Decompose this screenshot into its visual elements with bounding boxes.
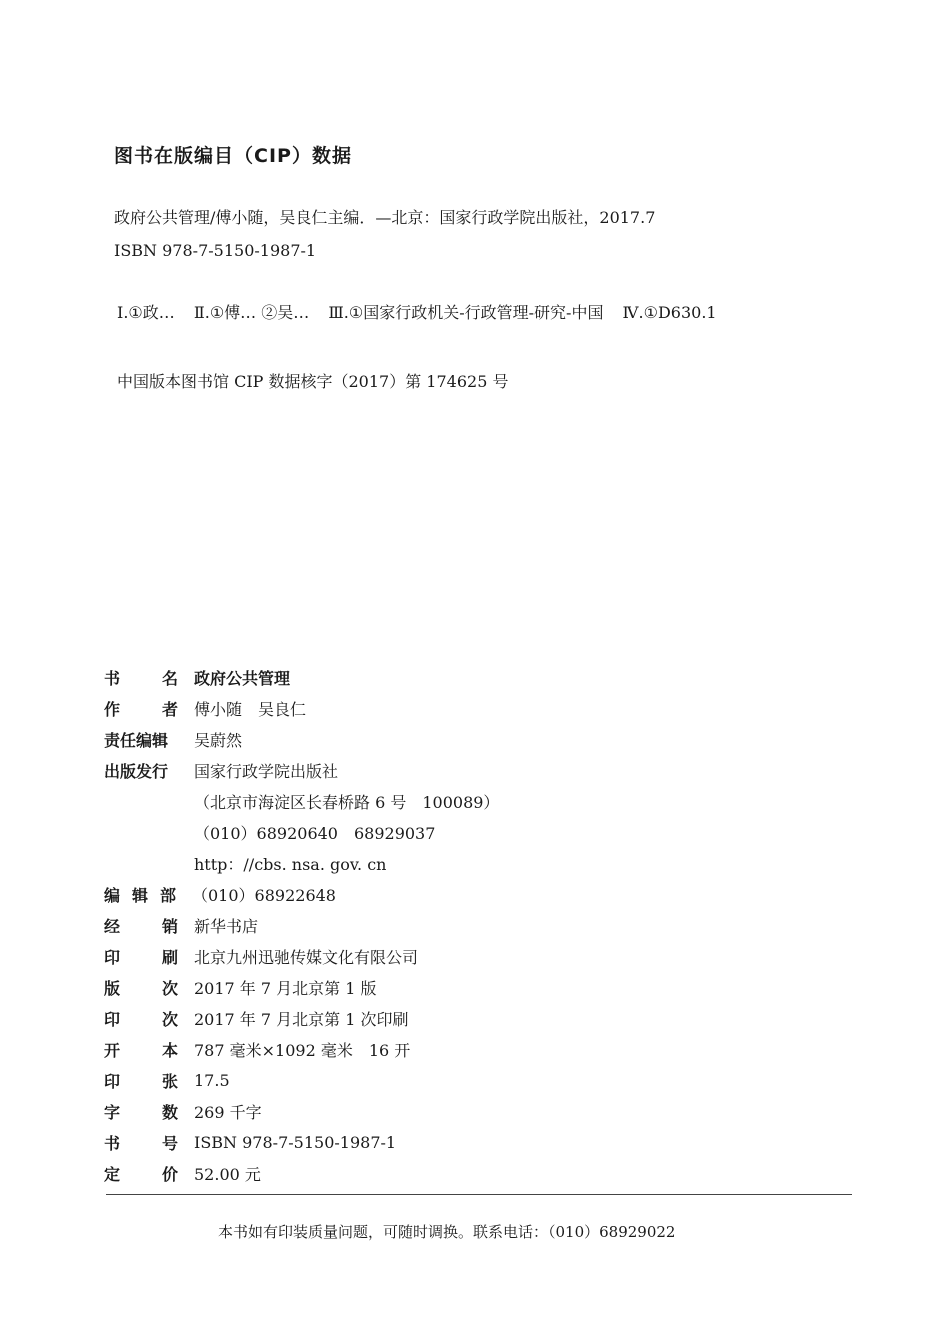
editorial-phone: （010）68922648 (192, 886, 336, 905)
isbn: ISBN 978-7-5150-1987-1 (194, 1133, 397, 1152)
info-label: 定 价 (104, 1165, 178, 1184)
info-row-format (104, 1034, 864, 1065)
info-label: 经 销 (104, 917, 178, 936)
info-row-author (104, 693, 864, 724)
book-title: 政府公共管理 (194, 669, 291, 688)
word-count: 269 千字 (194, 1103, 262, 1122)
info-row-edition (104, 972, 864, 1003)
cip-class-2: Ⅱ.①傅… ②吴… (193, 303, 310, 322)
info-row-printer (104, 941, 864, 972)
distributor: 新华书店 (194, 917, 259, 936)
info-row-editorial (104, 879, 864, 910)
info-row-editor (104, 724, 864, 755)
info-label: 责任编辑 (104, 731, 169, 750)
cip-description: 政府公共管理/傅小随，吴良仁主编．—北京：国家行政学院出版社，2017.7 (114, 208, 656, 227)
printed-sheets: 17.5 (194, 1071, 230, 1090)
info-label: 印 刷 (104, 948, 178, 967)
printer: 北京九州迅驰传媒文化有限公司 (194, 948, 419, 967)
cip-class-4: Ⅳ.①D630.1 (622, 303, 717, 322)
cip-class-1: Ⅰ.①政… (117, 303, 175, 322)
cip-record-number: 中国版本图书馆 CIP 数据核字（2017）第 174625 号 (117, 372, 509, 391)
info-row-title (104, 662, 864, 693)
impression: 2017 年 7 月北京第 1 次印刷 (194, 1010, 409, 1029)
info-row-words (104, 1096, 864, 1127)
cip-isbn: ISBN 978-7-5150-1987-1 (114, 241, 317, 260)
publication-info (104, 662, 864, 1189)
cip-classification (117, 300, 731, 323)
info-label: 出版发行 (104, 762, 169, 781)
info-label: 印 次 (104, 1010, 178, 1029)
publisher-website: http：//cbs. nsa. gov. cn (194, 855, 387, 874)
divider (106, 1194, 852, 1195)
publisher-name: 国家行政学院出版社 (194, 762, 339, 781)
info-row-publisher (104, 755, 864, 786)
info-row-impression (104, 1003, 864, 1034)
footer-notice: 本书如有印装质量问题，可随时调换。联系电话：（010）68929022 (218, 1223, 676, 1241)
info-row-phone (104, 817, 864, 848)
info-label: 作 者 (104, 700, 178, 719)
info-label: 开 本 (104, 1041, 178, 1060)
info-label: 书 名 (104, 669, 178, 688)
publisher-address: （北京市海淀区长春桥路 6 号 100089） (194, 793, 500, 812)
cip-class-3: Ⅲ.①国家行政机关-行政管理-研究-中国 (328, 303, 604, 322)
info-row-distributor (104, 910, 864, 941)
info-row-address (104, 786, 864, 817)
info-label: 书 号 (104, 1134, 178, 1153)
info-row-sheets (104, 1065, 864, 1096)
book-authors: 傅小随 吴良仁 (194, 700, 307, 719)
info-row-web (104, 848, 864, 879)
edition: 2017 年 7 月北京第 1 版 (194, 979, 377, 998)
info-row-price (104, 1158, 864, 1189)
info-label: 编 辑 部 (104, 886, 176, 905)
info-label: 版 次 (104, 979, 178, 998)
responsible-editor: 吴蔚然 (194, 731, 243, 750)
cip-title: 图书在版编目（CIP）数据 (114, 145, 352, 167)
book-format: 787 毫米×1092 毫米 16 开 (194, 1041, 411, 1060)
price: 52.00 元 (194, 1165, 261, 1184)
info-label: 印 张 (104, 1072, 178, 1091)
publisher-phone: （010）68920640 68929037 (194, 824, 436, 843)
info-row-isbn (104, 1127, 864, 1158)
info-label: 字 数 (104, 1103, 178, 1122)
